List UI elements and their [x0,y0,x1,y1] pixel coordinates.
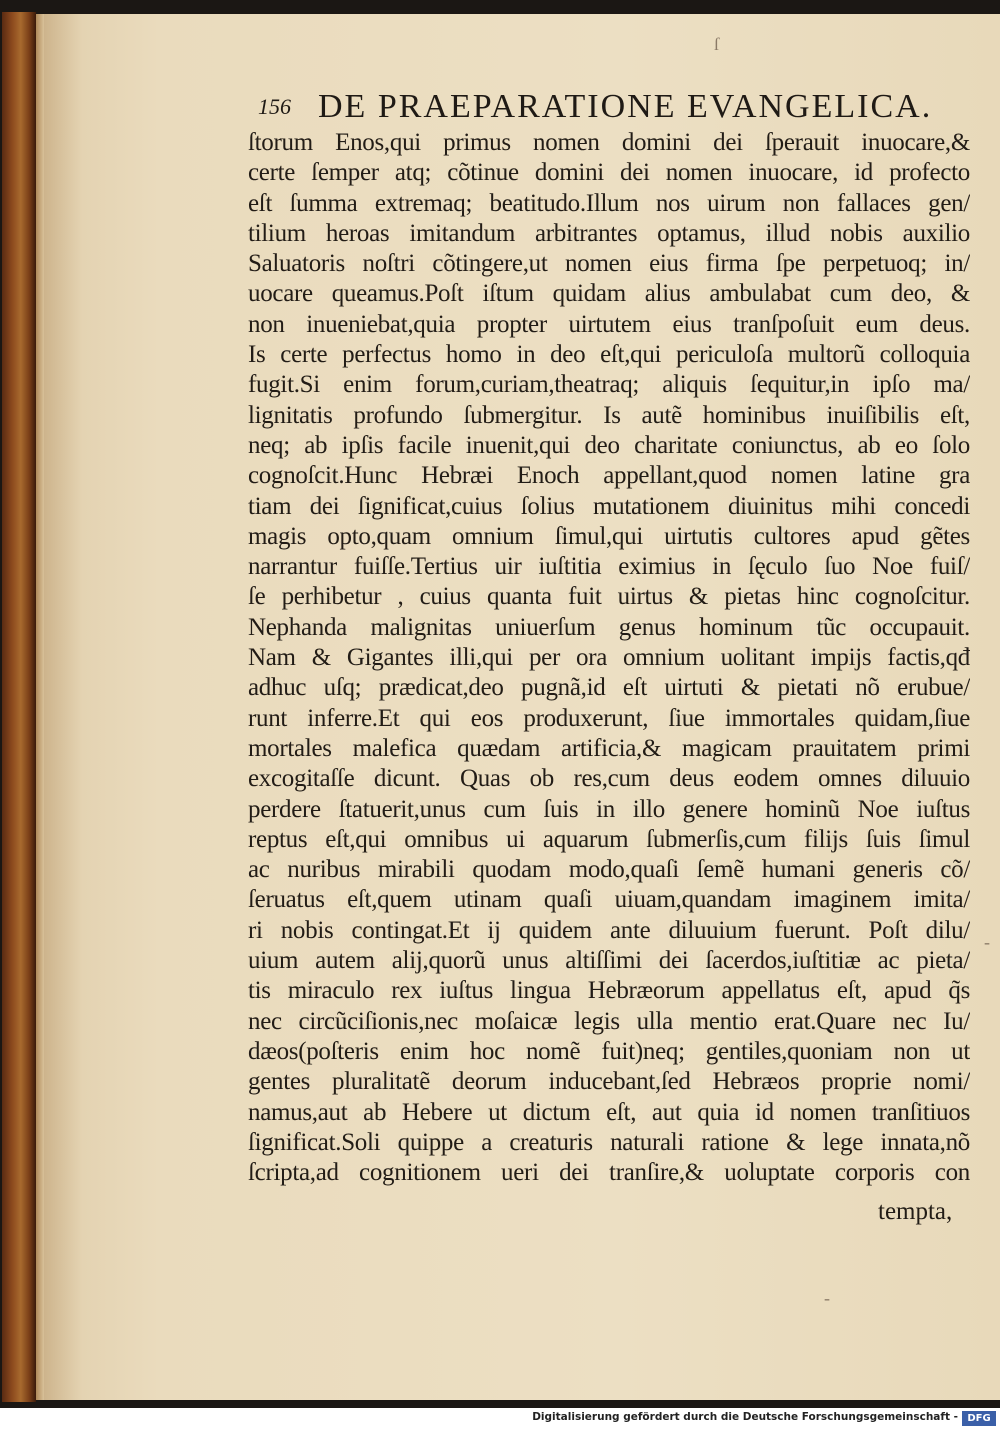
text-line: Is certe perfectus homo in deo eſt,qui periculoſa multorũ colloquia [248,341,970,369]
text-line: fugit.Si enim forum,curiam,theatraq; aliquis ſequitur,in ipſo ma/ [248,371,970,399]
text-line: cognoſcit.Hunc Hebræi Enoch appellant,quod nomen latine gra [248,462,970,490]
text-line: mortales malefica quædam artificia,& magicam prauitatem primi [248,734,970,762]
running-title: DE PRAEPARATIONE EVANGELICA. [318,88,933,125]
text-line: certe ſemper atq; cõtinue domini dei nomen inuocare, id profecto [248,159,970,187]
text-line: eſt ſumma extremaq; beatitudo.Illum nos uirum non fallaces gen/ [248,189,970,217]
text-line: reptus eſt,qui omnibus ui aquarum ſubmerſis,cum filijs ſuis ſimul [248,825,970,853]
catchword: tempta, [878,1198,953,1225]
text-line: adhuc uſq; prædicat,deo pugnã,id eſt uirtuti & pietati nõ erubue/ [248,674,970,702]
margin-mark: - [824,1288,830,1308]
text-line: ac nuribus mirabili quodam modo,quaſi ſemẽ humani generis cõ/ [248,856,970,884]
text-line: perdere ſtatuerit,unus cum ſuis in illo genere hominũ Noe iuſtus [248,795,970,823]
text-line: uocare queamus.Poſt iſtum quidam alius ambulabat cum deo, & [248,280,970,308]
text-line: dæos(poſteris enim hoc nomẽ fuit)neq; gentiles,quoniam non ut [248,1037,970,1065]
text-line: ſe perhibetur , cuius quanta fuit uirtus & pietas hinc cognoſcitur. [248,583,970,611]
footer-credit: Digitalisierung gefördert durch die Deutsche Forschungsgemeinschaft - [532,1411,958,1423]
text-line: Saluatoris noſtri cõtingere,ut nomen eius firma ſpe perpetuoq; in/ [248,250,970,278]
text-line: tilium heroas imitandum arbitrantes optamus, illud nobis auxilio [248,219,970,247]
dfg-logo: DFG [962,1411,996,1426]
text-line: excogitaſſe dicunt. Quas ob res,cum deus eodem omnes diluuio [248,765,970,793]
text-line: ſignificat.Soli quippe a creaturis naturali ratione & lege innata,nõ [248,1128,970,1156]
text-line: ri nobis contingat.Et ij quidem ante diluuium fuerunt. Poſt dilu/ [248,916,970,944]
text-line: Nam & Gigantes illi,qui per ora omnium uolitant impijs factis,qđ [248,644,970,672]
text-line: magis opto,quam omnium ſimul,qui uirtutis cultores apud gẽtes [248,522,970,550]
page-gutter [36,14,44,1400]
page-number: 156 [258,94,291,119]
margin-mark: - [984,932,990,952]
text-line: narrantur fuiſſe.Tertius uir iuſtitia eximius in ſęculo ſuo Noe fuiſ/ [248,553,970,581]
text-line: runt inferre.Et qui eos produxerunt, ſiue immortales quidam,ſiue [248,704,970,732]
text-line: neq; ab ipſis facile inuenit,qui deo charitate coniunctus, ab eo ſolo [248,431,970,459]
text-line: nec circũciſionis,nec moſaicæ legis ulla mentio erat.Quare nec Iu/ [248,1007,970,1035]
text-line: gentes pluralitatẽ deorum inducebant,ſed Hebræos proprie nomi/ [248,1068,970,1096]
text-line: uium autem alij,quorũ unus altiſſimi dei ſacerdos,iuſtitiæ ac pieta/ [248,947,970,975]
running-header [258,88,998,128]
text-line: Nephanda malignitas uniuerſum genus hominum tũc occupauit. [248,613,970,641]
text-line: tiam dei ſignificat,cuius ſolius mutationem diuinitus mihi concedi [248,492,970,520]
text-line: lignitatis profundo ſubmergitur. Is autẽ hominibus inuiſibilis eſt, [248,401,970,429]
text-line: ſeruatus eſt,quem utinam quaſi uiuam,quandam imaginem imita/ [248,886,970,914]
text-line: namus,aut ab Hebere ut dictum eſt, aut quia id nomen tranſitiuos [248,1098,970,1126]
text-line: ſcripta,ad cognitionem ueri dei tranſire,& uoluptate corporis con [248,1159,970,1187]
text-line: tis miraculo rex iuſtus lingua Hebræorum appellatus eſt, apud q̃s [248,977,970,1005]
body-text [248,128,970,1188]
margin-mark: ſ [714,34,720,54]
footer-bar [0,1408,1000,1430]
book-spine-edge [2,12,36,1402]
text-line: non inueniebat,quia propter uirtutem eius tranſpoſuit eum deus. [248,310,970,338]
text-line: ſtorum Enos,qui primus nomen domini dei ſperauit inuocare,& [248,129,970,156]
